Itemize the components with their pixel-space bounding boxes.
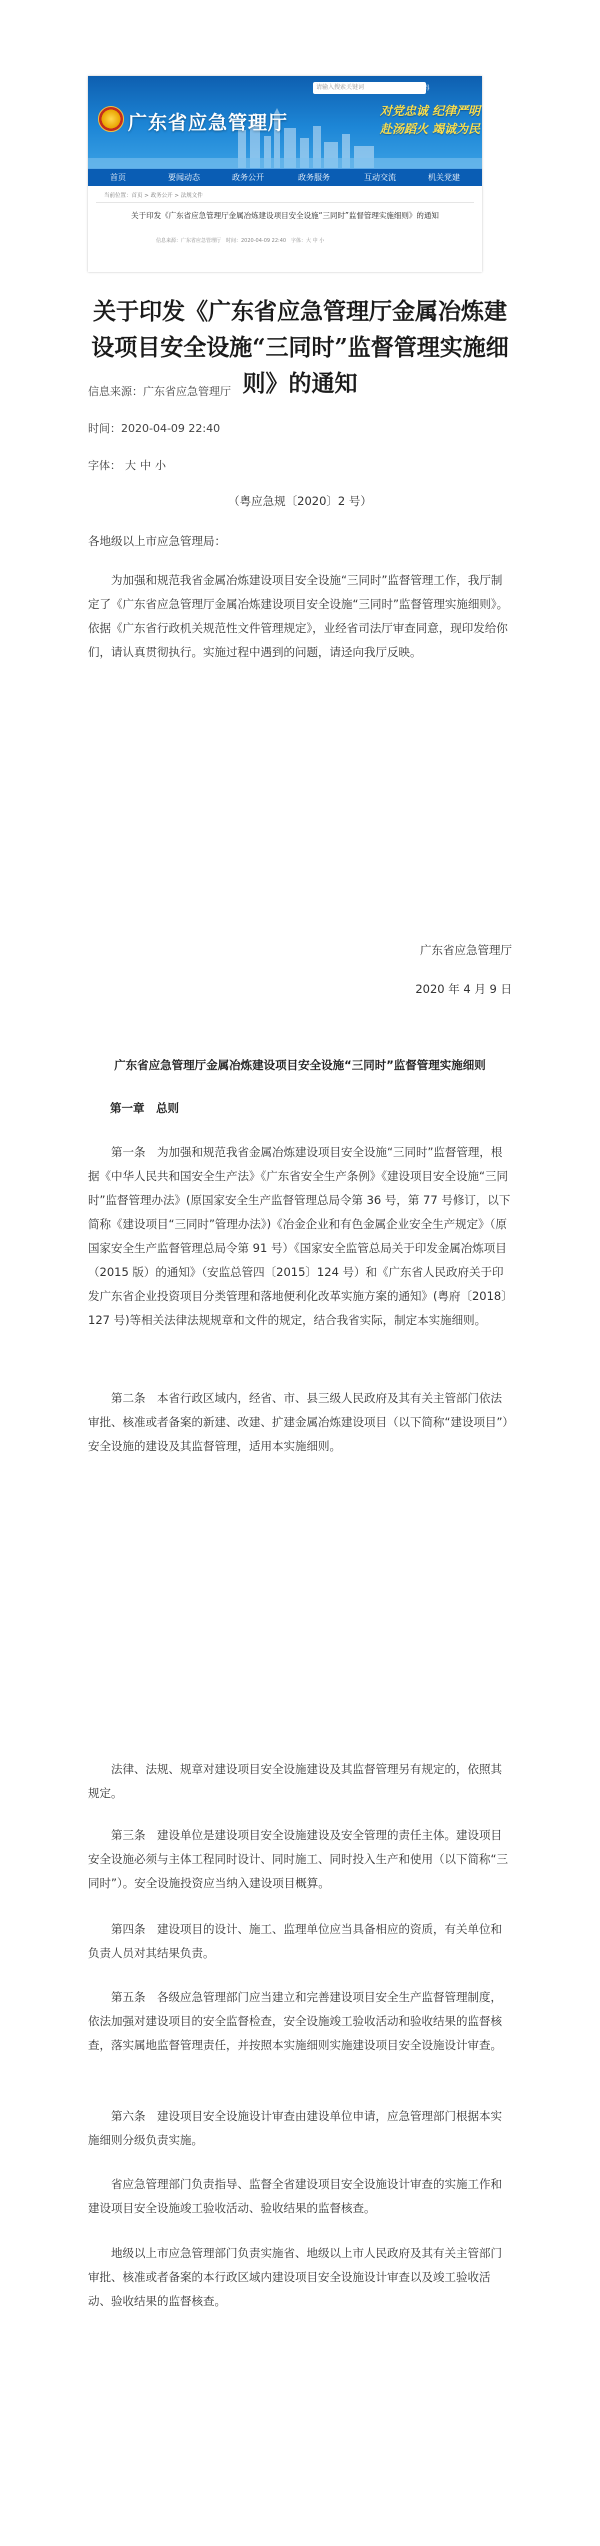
article-2-continued: 法律、法规、规章对建设项目安全设施建设及其监督管理另有规定的，依照其规定。 [88, 1762, 502, 1800]
national-emblem-icon [98, 106, 124, 132]
article-1: 第一条 为加强和规范我省金属冶炼建设项目安全设施“三同时”监督管理，根据《中华人民共和国安全生产法》《广东省安全生产条例》《建设项目安全设施“三同时”监督管理办法》(原国家安全生产监督管理总局令第 36 号，第 77 号修订，以下简称《建设项目“三同时”管理办法》)《冶金企业和有色金属企业安全生产规定》（原国家安全生产监督管理总局令第 91 号）《国家安全监管总局关于印发金属冶炼项目（2015 版）的通知》（安监总管四〔2015〕124 号）和《广东省人民政府关于印发广东省企业投资项目分类管理和落地便利化改革实施方案的通知》(粤府〔2018〕127 号)等相关法律法规规章和文件的规定，结合我省实际，制定本实施细则。 [88, 1145, 511, 1327]
article-5: 第五条 各级应急管理部门应当建立和完善建设项目安全生产监督管理制度，依法加强对建设项目的安全监督检查，安全设施竣工验收活动和验收结果的监督核查，落实属地监督管理责任，并按照本实施细则实施建设项目安全设施设计审查。 [88, 1990, 502, 2052]
font-size-control [88, 457, 166, 473]
rules-title: 广东省应急管理厅金属冶炼建设项目安全设施“三同时”监督管理实施细则 [114, 1058, 486, 1072]
site-name: 广东省应急管理厅 [128, 112, 289, 134]
site-top-links[interactable]: English | 无障碍 [384, 85, 430, 92]
nav-item-party[interactable]: 机关党建 [428, 173, 460, 182]
article-2: 第二条 本省行政区域内，经省、市、县三级人民政府及其有关主管部门依法审批、核准或者备案的新建、改建、扩建金属冶炼建设项目（以下简称“建设项目”）安全设施的建设及其监督管理，适用本实施细则。 [88, 1391, 509, 1453]
website-screenshot [88, 76, 482, 272]
slogan-line-2: 赴汤蹈火 竭诚为民 [380, 122, 481, 136]
nav-item-interaction[interactable]: 互动交流 [364, 173, 396, 182]
info-source: 信息来源：广东省应急管理厅 [88, 385, 231, 398]
document-number: （粤应急规〔2020〕2 号） [228, 494, 372, 508]
publish-time: 时间：2020-04-09 22:40 [88, 422, 221, 435]
slogan-line-1: 对党忠诚 纪律严明 [380, 104, 481, 118]
article-6-paragraph-2: 省应急管理部门负责指导、监督全省建设项目安全设施设计审查的实施工作和建设项目安全设施竣工验收活动、验收结果的监督核查。 [88, 2177, 502, 2215]
article-6-paragraph-3: 地级以上市应急管理部门负责实施省、地级以上市人民政府及其有关主管部门审批、核准或者备案的本行政区域内建设项目安全设施设计审查以及竣工验收活动、验收结果的监督核查。 [88, 2246, 502, 2308]
issuer-signature: 广东省应急管理厅 [420, 943, 512, 957]
article-4: 第四条 建设项目的设计、施工、监理单位应当具备相应的资质，有关单位和负责人员对其结果负责。 [88, 1922, 502, 1960]
nav-item-gov-affairs[interactable]: 政务公开 [232, 173, 264, 182]
site-search-input[interactable]: 请输入搜索关键词 [313, 82, 426, 94]
notice-body: 为加强和规范我省金属冶炼建设项目安全设施“三同时”监督管理工作，我厅制定了《广东省应急管理厅金属冶炼建设项目安全设施“三同时”监督管理实施细则》。依据《广东省行政机关规范性文件管理规定》，业经省司法厅审查同意，现印发给你们，请认真贯彻执行。实施过程中遇到的问题，请迳向我厅反映。 [88, 573, 509, 659]
salutation: 各地级以上市应急管理局： [88, 534, 226, 548]
article-6: 第六条 建设项目安全设施设计审查由建设单位申请，应急管理部门根据本实施细则分级负责实施。 [88, 2109, 502, 2147]
site-nav [88, 168, 482, 186]
font-size-label: 字体： [88, 459, 121, 472]
font-small-button[interactable]: 小 [155, 459, 166, 472]
article-3: 第三条 建设单位是建设项目安全设施建设及安全管理的责任主体。建设项目安全设施必须与主体工程同时设计、同时施工、同时投入生产和使用（以下简称“三同时”）。安全设施投资应当纳入建设项目概算。 [88, 1828, 508, 1890]
embedded-article-title: 关于印发《广东省应急管理厅金属冶炼建设项目安全设施“三同时”监督管理实施细则》的通知 [131, 211, 439, 220]
chapter-heading: 第一章 总则 [110, 1101, 179, 1115]
font-medium-button[interactable]: 中 [140, 459, 151, 472]
issue-date: 2020 年 4 月 9 日 [415, 982, 512, 996]
divider [96, 202, 474, 203]
site-banner [88, 76, 482, 168]
nav-item-services[interactable]: 政务服务 [298, 173, 330, 182]
nav-item-home[interactable]: 首页 [110, 173, 126, 182]
embedded-article-meta: 信息来源：广东省应急管理厅 时间：2020-04-09 22:40 字体：大 中 小 [156, 238, 325, 244]
font-large-button[interactable]: 大 [125, 459, 136, 472]
page-title: 关于印发《广东省应急管理厅金属冶炼建设项目安全设施“三同时”监督管理实施细则》的通知 [91, 298, 509, 397]
breadcrumb: 当前位置：首页 > 政务公开 > 法规文件 [104, 193, 203, 199]
nav-item-news[interactable]: 要闻动态 [168, 173, 200, 182]
